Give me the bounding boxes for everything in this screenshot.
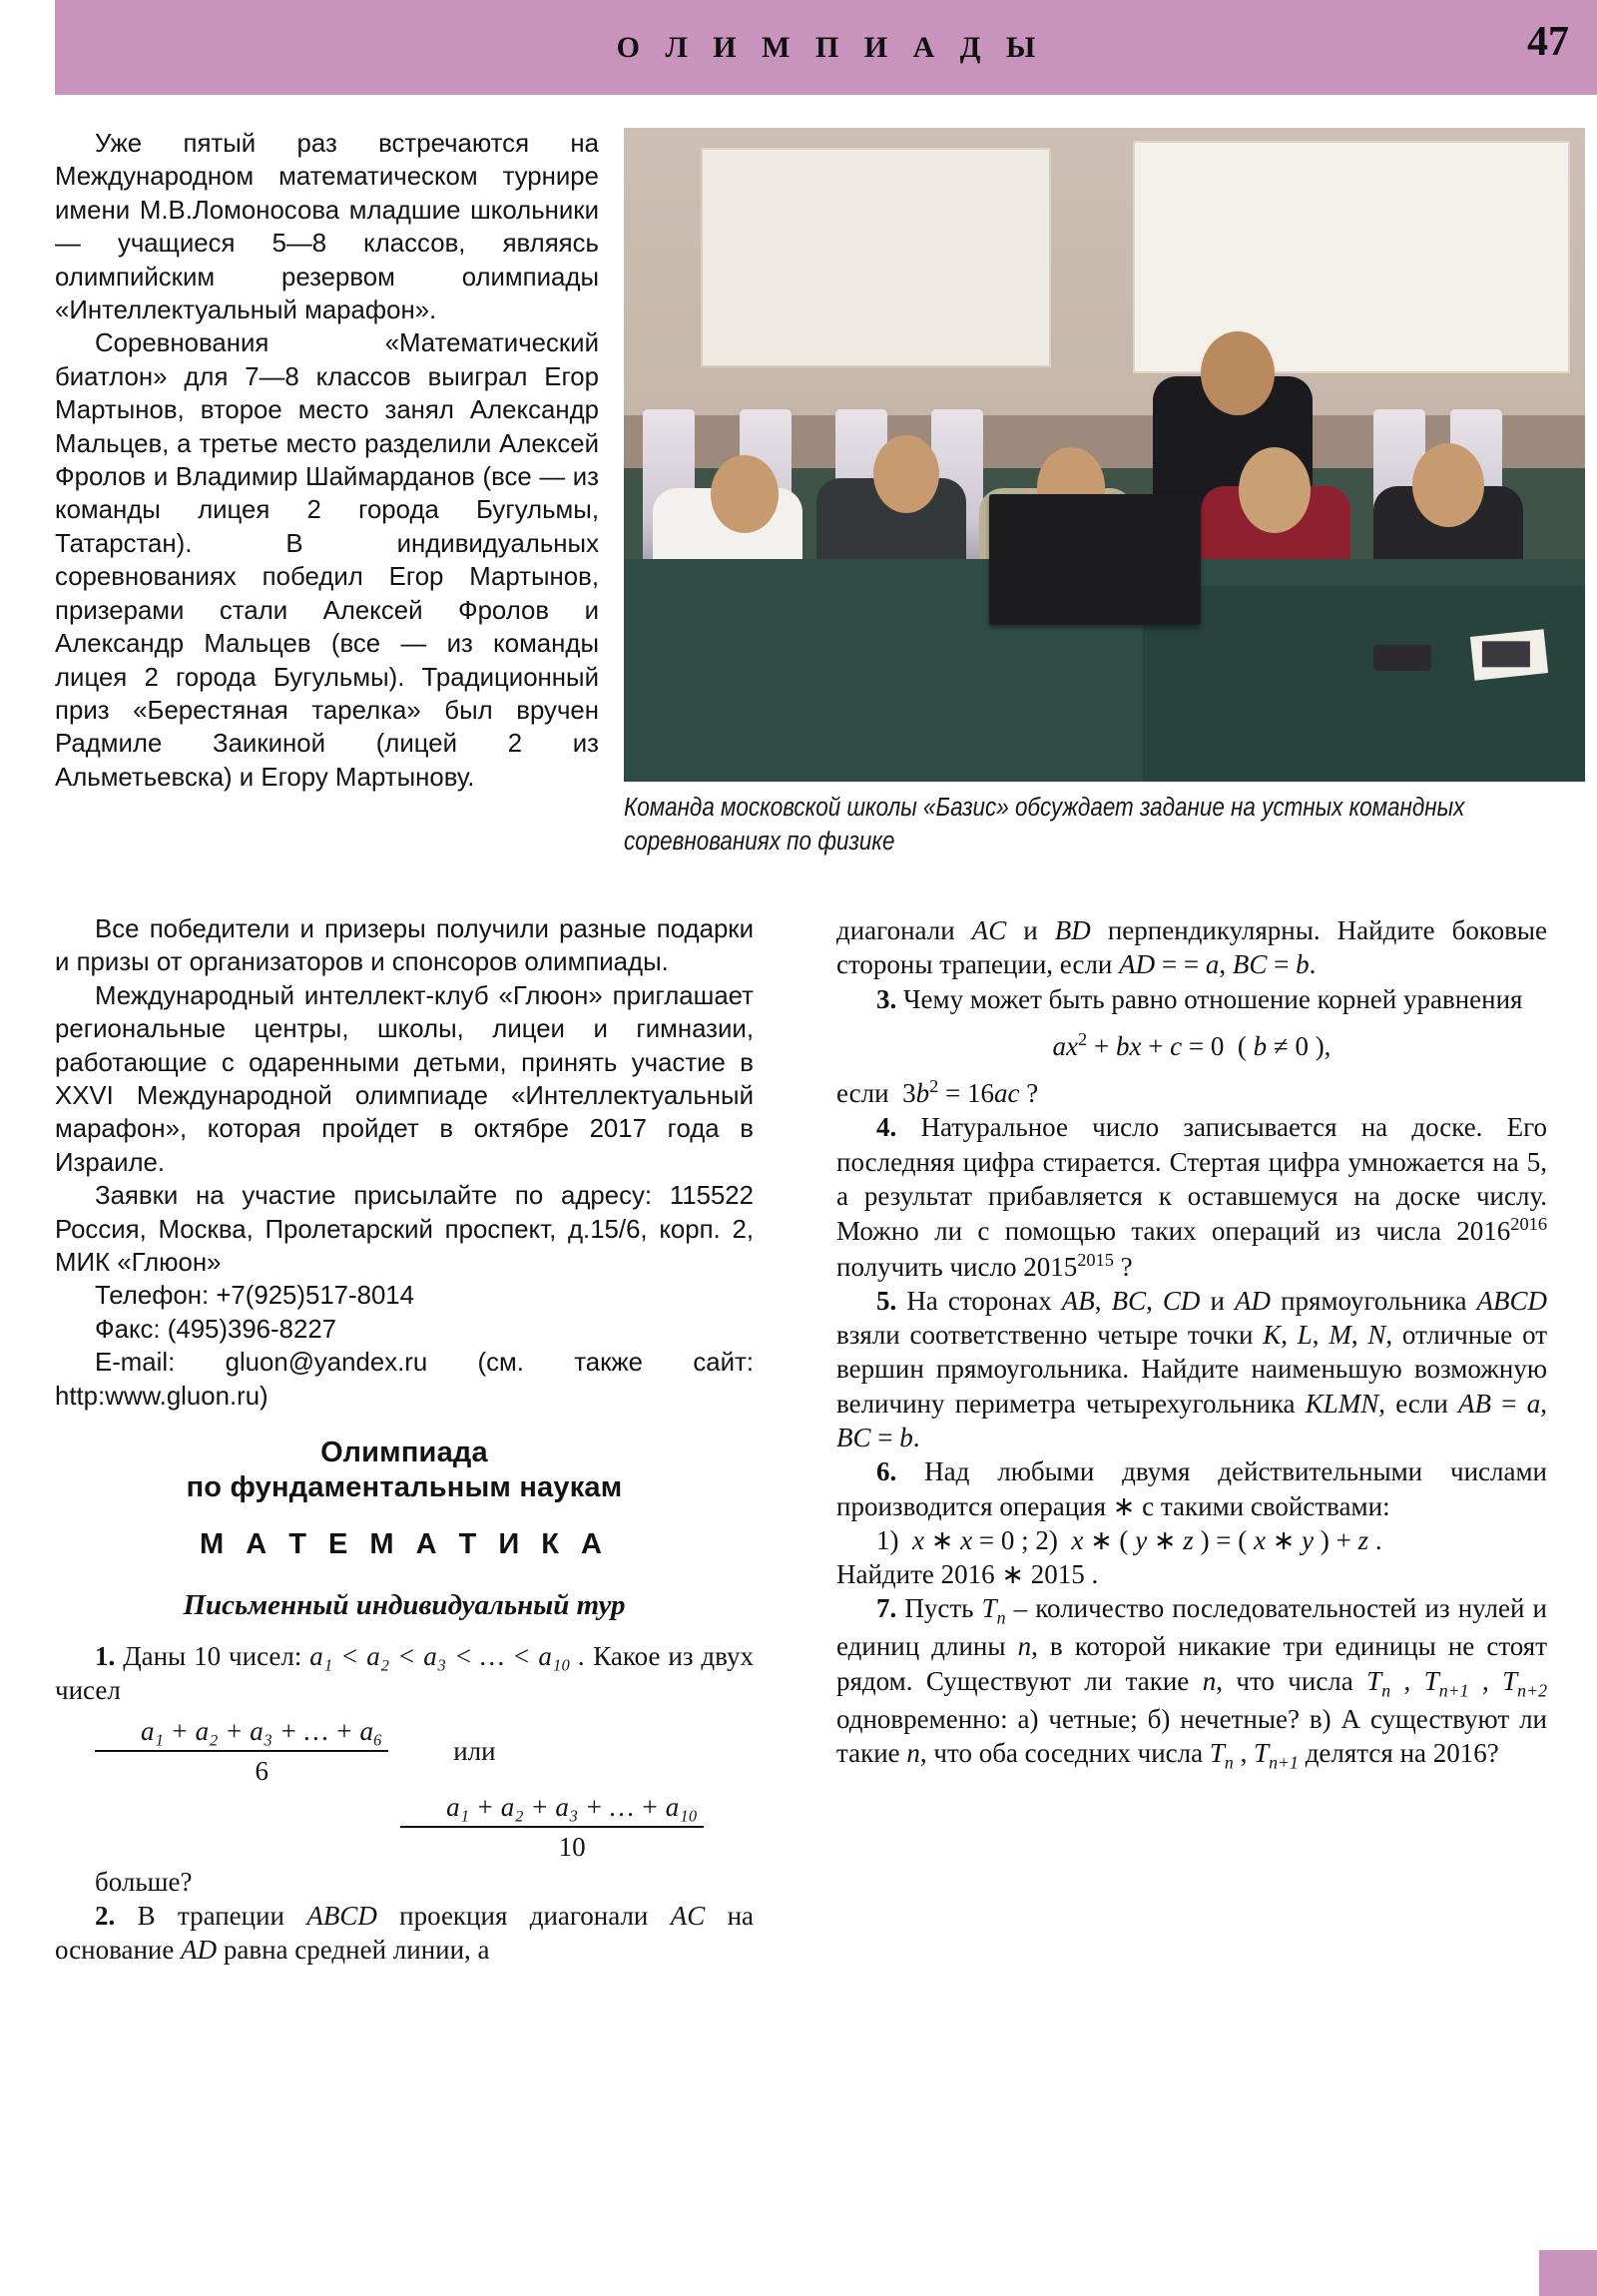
problem-3-condition: если $3b^2 = 16ac$ ? bbox=[836, 1076, 1039, 1109]
photo-phone-case bbox=[1373, 645, 1431, 671]
problem-4: 4. Натуральное число записывается на доске. Его последняя цифра стирается. Стертая цифра умножается на 5, а результат прибавляется к оставшемуся на доске числу. Можно ли с помощью таких операций из числа $2016^{2016}$ получить число $2015^{2015}$ ? bbox=[836, 1112, 1548, 1282]
problem-2 bbox=[55, 1899, 754, 1968]
photo-projector-screen-right bbox=[1133, 141, 1569, 373]
problem-1 bbox=[55, 1639, 754, 1708]
contact-fax: Факс: (495)396-8227 bbox=[95, 1315, 337, 1344]
contact-email: E-mail: gluon@yandex.ru (см. также сайт: http:www.gluon.ru) bbox=[55, 1349, 754, 1411]
problem-text: Чему может быть равно отношение корней уравнения bbox=[903, 983, 1523, 1014]
problem-1-question: больше? bbox=[95, 1866, 193, 1897]
photo-paper-sheet bbox=[1470, 629, 1548, 680]
problems-left bbox=[55, 1639, 754, 1968]
fraction-denominator: 6 bbox=[255, 1755, 268, 1786]
problem-number: 7. bbox=[876, 1593, 897, 1624]
right-column bbox=[836, 913, 1547, 1774]
photo-laptop bbox=[989, 494, 1201, 625]
photo-person-head bbox=[1412, 443, 1484, 527]
problem-number: 6. bbox=[876, 1456, 897, 1487]
fraction-numerator: a₁ + a₂ + a₃ + … + a₁₀ bbox=[400, 1790, 704, 1828]
problem-number: 3. bbox=[876, 983, 897, 1014]
problem-2-continued: диагонали AC и BD перпендикулярны. Найдите боковые стороны трапеции, если AD = = a, BC = b. bbox=[836, 915, 1547, 980]
olympiad-heading-line1: Олимпиада bbox=[320, 1436, 488, 1469]
corner-decoration bbox=[1539, 2250, 1597, 2296]
photo-person-standing-head bbox=[1201, 331, 1275, 415]
page-number: 47 bbox=[1527, 19, 1569, 65]
article-paragraph: Заявки на участие присылайте по адресу: 115522 Россия, Москва, Пролетарский проспект, д.15/6, корп. 2, МИК «Глюон» bbox=[55, 1182, 754, 1278]
problem-text: В трапеции ABCD проекция диагонали AC на основание AD равна средней линии, а bbox=[55, 1900, 755, 1966]
contact-phone: Телефон: +7(925)517-8014 bbox=[95, 1282, 415, 1311]
problem-6 bbox=[836, 1454, 1547, 1523]
left-column-wide bbox=[55, 913, 754, 1967]
problem-6-question: Найдите 2016 ∗ 2015 . bbox=[836, 1559, 1099, 1590]
photo-table-second bbox=[1143, 586, 1585, 783]
problem-number: 2. bbox=[95, 1900, 116, 1931]
problem-text: Какое из двух чисел bbox=[55, 1640, 754, 1706]
problem-3-equation: $ax^2$ + bx + c = 0 ( b ≠ 0 ), bbox=[1052, 1028, 1331, 1061]
condition-label: если bbox=[836, 1078, 889, 1109]
problem-sequence: a₁ < a₂ < a₃ < … < a₁₀ . bbox=[309, 1640, 586, 1671]
problem-text: Натуральное число записывается на доске. Его последняя цифра стирается. Стертая цифра умножается на 5, а результат прибавляется к оставшемуся на доске числу. Можно ли с помощью таких операций из числа bbox=[836, 1112, 1548, 1247]
fraction-denominator: 10 bbox=[558, 1832, 586, 1863]
page-title: О Л И М П И А Д Ы bbox=[616, 30, 1045, 64]
photo-projector-screen-left bbox=[701, 148, 1051, 367]
problem-text: Над любыми двумя действительными числами производится операция ∗ с такими свойствами: bbox=[836, 1456, 1548, 1521]
conjunction-or: или bbox=[453, 1735, 496, 1766]
problem-6-properties: 1) x ∗ x = 0 ; 2) x ∗ ( y ∗ z ) = ( x ∗ y ) + z . bbox=[876, 1524, 1382, 1555]
problem-number: 5. bbox=[876, 1285, 897, 1316]
photo-caption: Команда московской школы «Базис» обсуждает задание на устных командных соревнованиях по физике bbox=[624, 794, 1465, 856]
fraction-numerator: a₁ + a₂ + a₃ + … + a₆ bbox=[95, 1714, 388, 1752]
left-column-narrow bbox=[55, 128, 599, 795]
problem-1-fraction-2-row bbox=[55, 1790, 754, 1865]
olympiad-heading-line2: по фундаментальным наукам bbox=[186, 1471, 623, 1504]
article-paragraph: Уже пятый раз встречаются на Международном математическом турнире имени М.В.Ломоносова младшие школьники — учащиеся 5—8 классов, являясь олимпийским резервом олимпиады «Интеллектуальный марафон». bbox=[55, 130, 599, 325]
problem-text: Даны 10 чисел: bbox=[123, 1640, 302, 1671]
article-paragraph: Все победители и призеры получили разные подарки и призы от организаторов и спонсоров олимпиады. bbox=[55, 915, 754, 977]
photo-person-head bbox=[711, 455, 779, 533]
problem-text: получить число bbox=[836, 1251, 1017, 1282]
article-paragraph: Международный интеллект-клуб «Глюон» приглашает региональные центры, школы, лицеи и гимназии, работающие с одаренными детьми, принять участие в XXVI Международной олимпиаде «Интеллектуальный марафон», которая пройдет в октябре 2017 года в Израиле. bbox=[55, 981, 754, 1177]
round-heading: Письменный индивидуальный тур bbox=[183, 1589, 626, 1622]
problem-5: 5. На сторонах AB, BC, CD и AD прямоугольника ABCD взяли соответственно четыре точки K, L, M, N, отличные от вершин прямоугольника. Найдите наименьшую возможную величину периметра четырехугольника KLMN, если AB = a, BC = b. bbox=[836, 1285, 1548, 1452]
photo-person-head bbox=[1239, 447, 1311, 533]
problem-7: 7. Пусть $T_n$ – количество последовательностей из нулей и единиц длины n, в которой никакие три единицы не стоят рядом. Существуют ли такие n, что числа $T_n$ , $T_{n+1}$ , $T_{n+2}$ одновременно: а) четные; б) нечетные? в) А существуют ли такие n, что оба соседних числа $T_n$ , $T_{n+1}$ делятся на 2016? bbox=[836, 1593, 1548, 1773]
subject-heading: М А Т Е М А Т И К А bbox=[200, 1527, 609, 1560]
page-header-band bbox=[55, 0, 1597, 95]
headings-block bbox=[55, 1435, 754, 1625]
problem-number: 1. bbox=[95, 1640, 116, 1671]
problem-3 bbox=[836, 982, 1547, 1016]
problem-1-fraction-1-row bbox=[55, 1714, 754, 1789]
article-paragraph: Соревнования «Математический биатлон» для 7—8 классов выиграл Егор Мартынов, второе место занял Александр Мальцев, а третье место разделили Алексей Фролов и Владимир Шаймарданов (все — из команды лицея 2 города Бугульмы, Татарстан). В индивидуальных соревнованиях победил Егор Мартынов, призерами стали Алексей Фролов и Александр Мальцев (все — из команды лицея 2 города Бугульмы). Традиционный приз «Берестяная тарелка» был вручен Радмиле Заикиной (лицей 2 из Альметьевска) и Егору Мартынову. bbox=[55, 329, 599, 792]
problem-number: 4. bbox=[876, 1112, 897, 1143]
fraction-first bbox=[95, 1714, 388, 1789]
article-photo bbox=[624, 128, 1585, 782]
fraction-second bbox=[400, 1790, 704, 1865]
